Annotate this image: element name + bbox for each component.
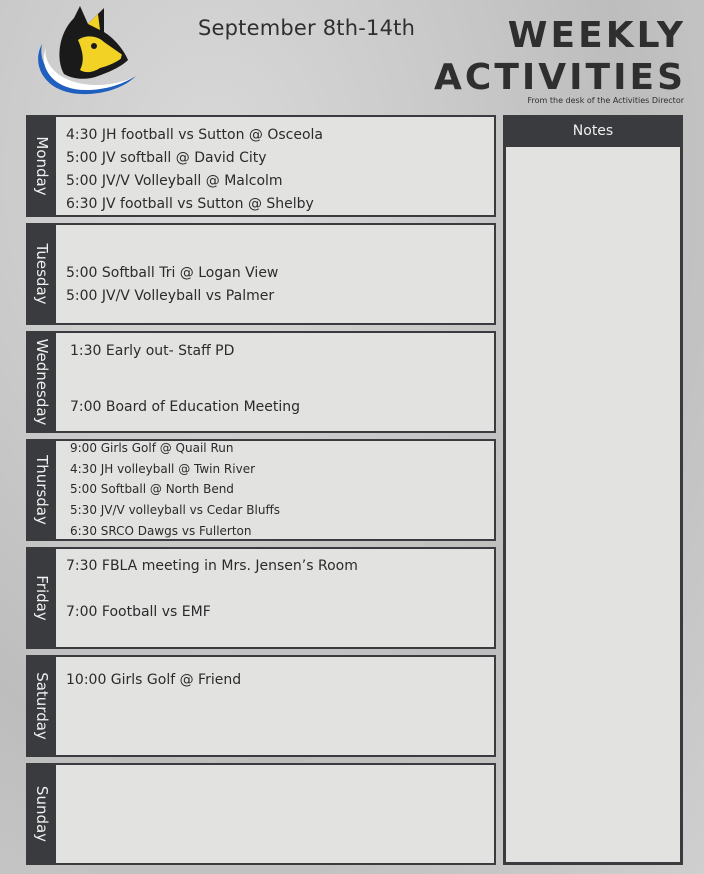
event-item: 4:30 JH volleyball @ Twin River	[70, 462, 256, 476]
day-tab	[28, 657, 56, 755]
day-label-monday: Monday	[33, 136, 51, 196]
day-tab	[28, 765, 56, 863]
day-box-wednesday	[26, 331, 496, 433]
event-item: 9:00 Girls Golf @ Quail Run	[70, 441, 234, 455]
date-range: September 8th-14th	[198, 16, 416, 40]
husky-logo	[28, 4, 140, 100]
event-item: 6:30 SRCO Dawgs vs Fullerton	[70, 524, 252, 538]
event-item: 6:30 JV football vs Sutton @ Shelby	[66, 196, 314, 212]
day-label-friday: Friday	[33, 575, 51, 621]
events-sunday	[66, 765, 486, 863]
title-weekly: WEEKLY	[507, 15, 686, 56]
day-label-sunday: Sunday	[33, 785, 51, 843]
day-tab	[28, 441, 56, 539]
day-label-thursday: Thursday	[33, 455, 51, 525]
day-box-saturday	[26, 655, 496, 757]
events-friday	[66, 549, 486, 647]
event-item: 4:30 JH football vs Sutton @ Osceola	[66, 127, 324, 143]
day-box-thursday	[26, 439, 496, 541]
day-box-tuesday	[26, 223, 496, 325]
day-box-friday	[26, 547, 496, 649]
day-box-sunday	[26, 763, 496, 865]
event-item: 5:30 JV/V volleyball vs Cedar Bluffs	[70, 503, 280, 517]
subtitle: From the desk of the Activities Director	[527, 96, 684, 105]
event-item: 7:00 Board of Education Meeting	[70, 399, 301, 415]
day-tab	[28, 225, 56, 323]
event-item: 7:00 Football vs EMF	[66, 604, 211, 620]
event-item: 1:30 Early out- Staff PD	[70, 343, 235, 359]
notes-header: Notes	[506, 118, 680, 147]
events-monday	[66, 117, 486, 215]
day-box-monday	[26, 115, 496, 217]
events-thursday	[70, 441, 486, 539]
event-item: 5:00 JV/V Volleyball @ Malcolm	[66, 173, 283, 189]
event-item: 5:00 JV softball @ David City	[66, 150, 267, 166]
events-wednesday	[70, 333, 486, 431]
day-tab	[28, 549, 56, 647]
event-item: 5:00 Softball Tri @ Logan View	[66, 265, 279, 281]
events-saturday	[66, 657, 486, 755]
event-item: 5:00 JV/V Volleyball vs Palmer	[66, 288, 275, 304]
day-label-saturday: Saturday	[33, 672, 51, 740]
events-tuesday	[66, 225, 486, 323]
event-item: 10:00 Girls Golf @ Friend	[66, 672, 242, 688]
title-activities: ACTIVITIES	[434, 57, 686, 98]
day-tab	[28, 333, 56, 431]
event-item: 5:00 Softball @ North Bend	[70, 482, 234, 496]
day-label-wednesday: Wednesday	[33, 338, 51, 426]
event-item: 7:30 FBLA meeting in Mrs. Jensen’s Room	[66, 558, 358, 574]
notes-panel	[503, 115, 683, 865]
day-label-tuesday: Tuesday	[33, 243, 51, 305]
day-tab	[28, 117, 56, 215]
